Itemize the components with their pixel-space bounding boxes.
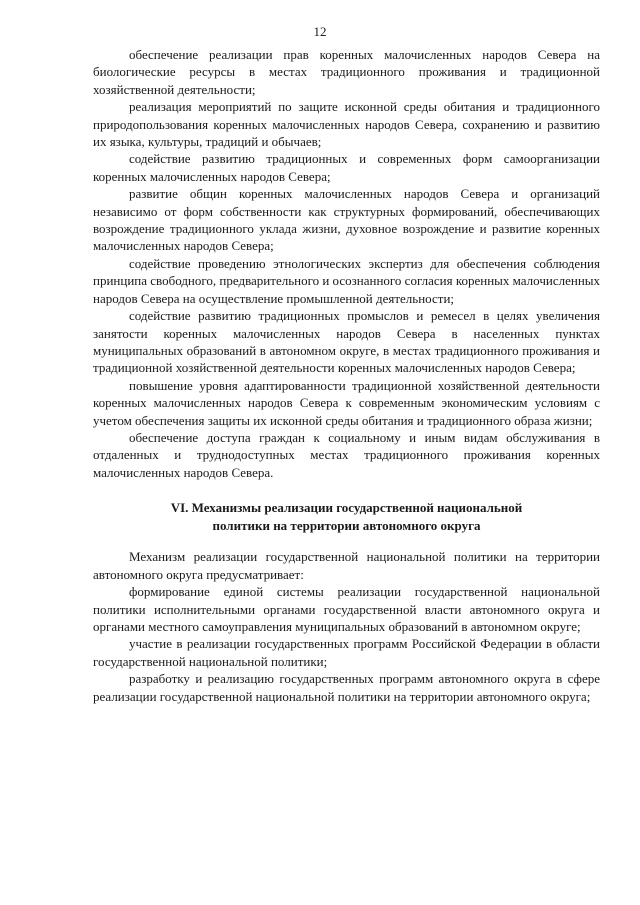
list-item: обеспечение реализации прав коренных малочисленных народов Севера на биологические ресурсы в местах традиционного проживания и традиционной хозяйственной деятельности;	[93, 47, 600, 97]
list-item: реализация мероприятий по защите исконной среды обитания и традиционного природопользования коренных малочисленных народов Севера, сохранению и развитию их языка, культуры, традиций и обычаев;	[93, 99, 600, 150]
list-item: содействие проведению этнологических экспертиз для обеспечения соблюдения принципа свободного, предварительного и осознанного согласия коренных малочисленных народов Севера на осуществление промышленной деятельности;	[93, 255, 601, 306]
list-item: развитие общин коренных малочисленных народов Севера и организаций независимо от форм собственности как структурных формирований, обеспечивающих возрождение традиционного уклада жизни, духовное возрождение и развитие коренных малочисленных народов Севера;	[93, 186, 600, 254]
list-item: содействие развитию традиционных промыслов и ремесел в целях увеличения занятости коренных малочисленных народов Севера в населенных пунктах муниципальных образований в автономном округе, в местах традиционного проживания и традиционной хозяйственной деятельности коренных малочисленных народов Севера;	[93, 308, 600, 376]
section-intro: Механизм реализации государственной национальной политики на территории автономного округа предусматривает:	[93, 549, 600, 582]
section-heading-line-2: политики на территории автономного округа	[212, 517, 481, 533]
list-item: разработку и реализацию государственных программ автономного округа в сфере реализации государственной национальной политики на территории автономного округа;	[93, 671, 600, 704]
list-item: повышение уровня адаптированности традиционной хозяйственной деятельности коренных малочисленных народов Севера к современным экономическим условиям с учетом обеспечения защиты их исконной среды обитания и традиционного образа жизни;	[93, 377, 600, 428]
page-number: 12	[313, 24, 327, 39]
section-heading	[93, 499, 600, 534]
list-item: участие в реализации государственных программ Российской Федерации в области государственной национальной политики;	[93, 636, 600, 669]
list-item: содействие развитию традиционных и современных форм самоорганизации коренных малочисленных народов Севера;	[93, 151, 600, 184]
section-heading-line-1: VI. Механизмы реализации государственной национальной	[170, 500, 523, 516]
list-item: формирование единой системы реализации государственной национальной политики исполнительными органами государственной власти автономного округа и органами местного самоуправления муниципальных образований в автономном округе;	[93, 584, 600, 634]
list-item: обеспечение доступа граждан к социальному и иным видам обслуживания в отдаленных и труднодоступных местах традиционного проживания коренных малочисленных народов Севера.	[93, 429, 600, 480]
document-body	[93, 46, 600, 705]
